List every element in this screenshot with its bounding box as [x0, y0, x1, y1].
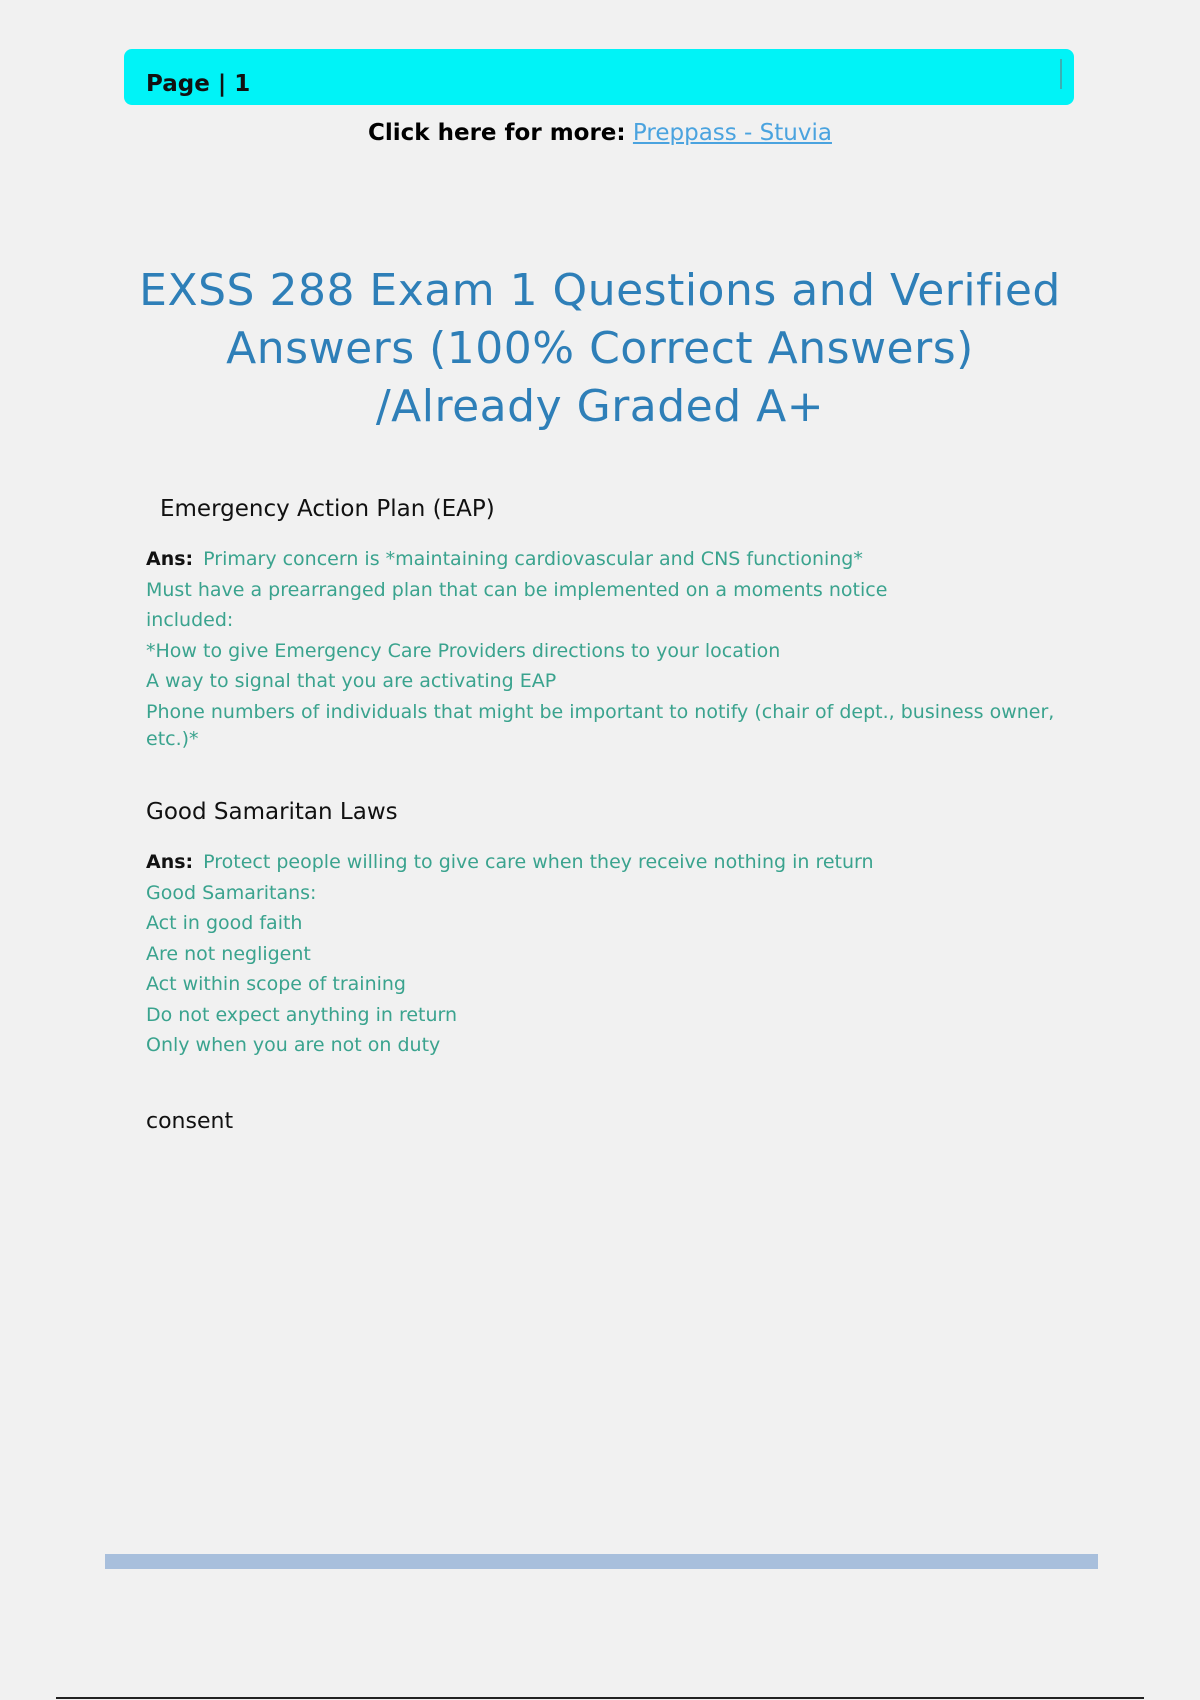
header-divider	[1060, 59, 1062, 89]
answer-line: Phone numbers of individuals that might be important to notify (chair of dept., business owner,	[146, 700, 1055, 723]
answer-line: Only when you are not on duty	[146, 1034, 441, 1056]
answer-line: Do not expect anything in return	[146, 1003, 458, 1026]
answer-text: Protect people willing to give care when they receive nothing in return	[203, 851, 874, 873]
promo-prefix: Click here for more:	[368, 120, 626, 146]
promo-link[interactable]: Preppass - Stuvia	[632, 120, 832, 146]
footer-rule	[105, 1554, 1098, 1569]
answer-line: *How to give Emergency Care Providers directions to your location	[146, 639, 781, 662]
promo-line	[0, 120, 1200, 146]
answer-label: Ans:	[146, 548, 194, 570]
page-number-label: Page | 1	[146, 71, 251, 97]
answer-line: Must have a prearranged plan that can be implemented on a moments notice	[146, 578, 888, 601]
answer-label: Ans:	[146, 851, 194, 873]
question-term: consent	[146, 1109, 234, 1134]
page-bottom-edge	[56, 1697, 1144, 1699]
answer-line: included:	[146, 609, 234, 631]
answer-line	[146, 847, 1076, 878]
answer-line: Are not negligent	[146, 942, 311, 965]
question-term: Good Samaritan Laws	[146, 799, 398, 825]
answer-line	[146, 544, 1076, 575]
answer-line: Act within scope of training	[146, 973, 406, 995]
question-term: Emergency Action Plan (EAP)	[160, 496, 495, 522]
answer-line: Good Samaritans:	[146, 881, 317, 904]
answer-line: A way to signal that you are activating EAP	[146, 670, 557, 692]
answer-text: Primary concern is *maintaining cardiovascular and CNS functioning*	[203, 548, 863, 570]
answer-block	[146, 847, 1076, 1061]
page-header-bar	[124, 49, 1074, 105]
document-title: EXSS 288 Exam 1 Questions and Verified Answers (100% Correct Answers) /Already Graded A+	[139, 265, 1061, 432]
answer-line: Act in good faith	[146, 912, 303, 934]
answer-line: etc.)*	[146, 728, 199, 750]
answer-block	[146, 544, 1076, 751]
